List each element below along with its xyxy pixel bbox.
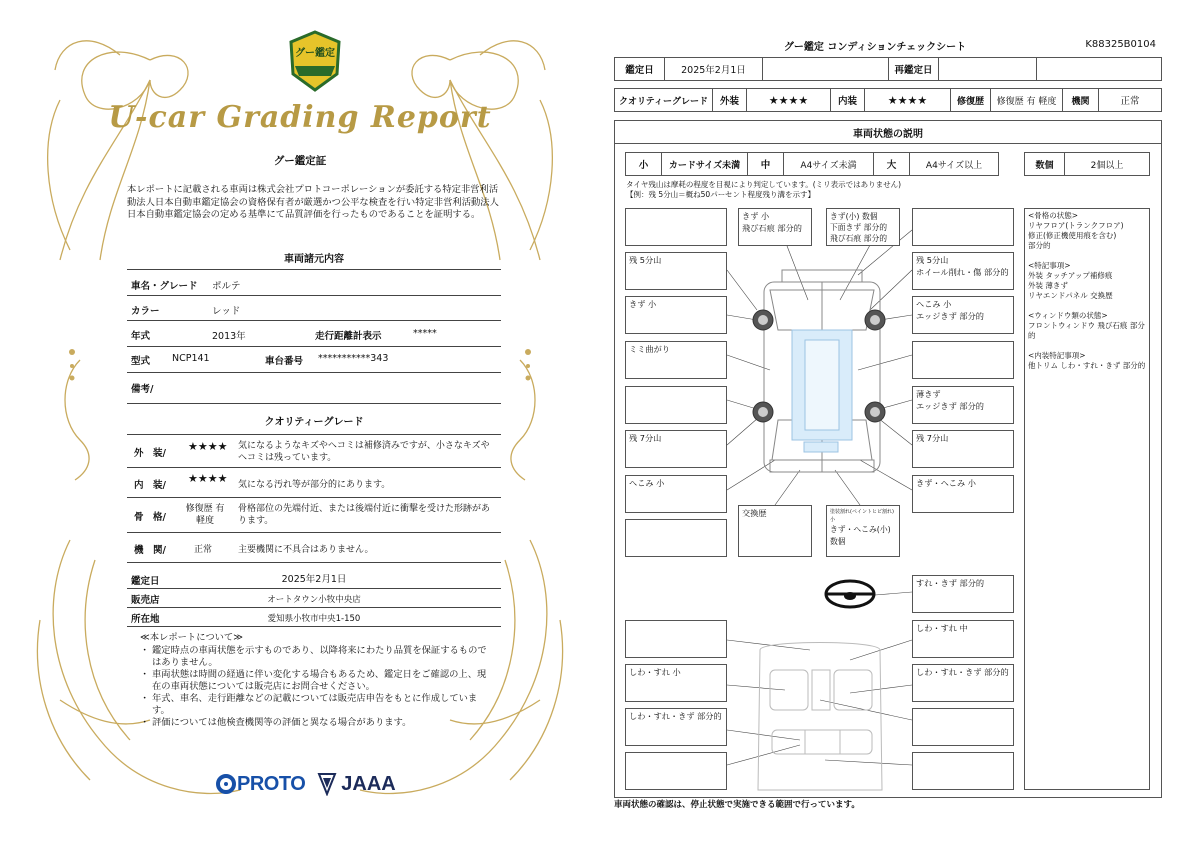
legend-large-desc: A4サイズ以上 [925,160,983,171]
note-item: ・ 年式、車名、走行距離などの記載については販売店申告をもとに作成しています。 [140,693,478,716]
note-box-left-4 [625,386,727,424]
notes-title: ≪本レポートについて≫ [140,632,243,643]
int-label: 内装 [831,89,865,111]
quality-title: クオリティーグレード [264,417,364,428]
jaaa-logo: JAAA [317,772,395,796]
note-item: ・ 車両状態は時間の経過に伴い変化する場合もあるため、鑑定日をご確認の上、現在の車両状態については販売店にお問合せください。 [140,669,487,692]
note-box-right-front-tire: 残 5分山 ホイール削れ・傷 部分的 [912,252,1014,290]
engine-label: 機 関/ [134,545,166,556]
exterior-stars: ★★★★ [188,440,228,453]
year-value: 2013年 [212,331,246,342]
side-notes [1024,208,1150,790]
legend-small-desc: カードサイズ未満 [662,153,748,175]
note-box-right-2: ヘこみ 小 エッジきず 部分的 [912,296,1014,334]
location-label: 所在地 [131,614,160,625]
tire-example: 【例：残 5分山＝概ね50パーセント程度残り溝を示す】 [626,190,816,199]
frame-label: 骨 格/ [134,512,166,523]
note-box-left-rear-tire: 残 7分山 [625,430,727,468]
dealer-label: 販売店 [131,595,160,606]
grade-label: クオリティーグレード [615,89,713,111]
rear-right-note: きず・ヘこみ(小) 数個 [830,525,891,546]
color-value: レッド [212,306,241,317]
model-value: NCP141 [172,353,210,364]
exterior-label: 外 装/ [134,448,166,459]
note-box-top-right [912,208,1014,246]
redate-value [939,58,1037,80]
note-box-left-5: ヘこみ 小 [625,475,727,513]
interior-stars: ★★★★ [188,472,228,485]
legend-mid: 中 [748,153,784,175]
divider [127,562,501,563]
note-box-front-left: きず 小 飛び石痕 部分的 [738,208,812,246]
empty-cell [763,58,889,80]
divider [127,295,501,296]
legend-large: 大 [874,153,910,175]
condition-title: 車両状態の説明 [614,120,1162,144]
date-value: 2025年2月1日 [665,58,763,80]
legend-count-desc: 2個以上 [1090,160,1124,171]
grade-row [614,88,1162,112]
certificate-statement: 本レポートに記載される車両は株式会社プロトコーポレーションが委託する特定非営利活動法人日本自動車鑑定協会の資格保有者が厳選かつ公平な検査を行い特定非営利活動法人日本自動車鑑定協会の定める基準にて品質評価を行ったものであることを証明する。 [127,184,499,220]
divider [127,497,501,498]
divider [127,626,501,627]
note-box-right-rear-tire: 残 7分山 [912,430,1014,468]
divider [127,434,501,435]
special-notes-group: <特記事項> 外装 タッチアップ補修痕 外装 薄きず リヤエンドパネル 交換歴 [1028,261,1113,300]
interior-notes-group: <内装特記事項> 他トリム しわ・すれ・きず 部分的 [1028,351,1146,370]
empty-cell [1037,58,1161,80]
note-box-right-6: きず・ヘこみ 小 [912,475,1014,513]
int-value: ★★★★ [865,89,951,111]
frame-state-group: <骨格の状態> リヤフロア(トランクフロア) 修正(修正機使用痕を含む) 部分的 [1028,211,1124,250]
divider [127,269,501,270]
legend-small: 小 [626,153,662,175]
divider [127,532,501,533]
mileage-value: ***** [413,328,437,339]
note-item: ・ 評価については他検査機関等の評価と異なる場合があります。 [140,717,412,728]
note-box-interior-left-2: しわ・すれ 小 [625,664,727,702]
appraisal-date-value: 2025年2月1日 [281,574,347,585]
engine-label: 機関 [1063,89,1099,111]
ext-value: ★★★★ [747,89,831,111]
note-box-right-4: 薄きず エッジきず 部分的 [912,386,1014,424]
interior-desc: 気になる汚れ等が部分的にあります。 [238,480,391,490]
interior-label: 内 装/ [134,480,166,491]
color-label: カラー [131,306,160,317]
divider [127,372,501,373]
divider [127,346,501,347]
legend-mid-desc: A4サイズ未満 [784,153,874,175]
note-box-left-6 [625,519,727,557]
divider [127,320,501,321]
dealer-value: オートタウン小牧中央店 [267,595,361,605]
note-box-rear-right [826,505,900,557]
sheet-title: グー鑑定 コンディションチェックシート [783,42,967,53]
repair-value: 修復歴 有 軽度 [991,89,1063,111]
divider [127,403,501,404]
engine-desc: 主要機関に不具合はありません。 [238,545,374,555]
year-label: 年式 [131,331,151,342]
divider [127,588,501,589]
note-box-interior-left-1 [625,620,727,658]
report-title: U-car Grading Report [108,100,492,135]
window-state-group: <ウィンドウ類の状態> フロントウィンドウ 飛び石痕 部分的 [1028,311,1145,340]
remarks-label: 備考/ [131,384,154,395]
car-name-value: ポルテ [212,281,241,292]
note-box-interior-left-4 [625,752,727,790]
note-box-interior-right-4 [912,752,1014,790]
proto-logo: PROTO [215,773,305,796]
rear-right-small-note: 塗装割れ(ペイントヒビ割れ) 小 [830,509,894,523]
date-label: 鑑定日 [615,58,665,80]
note-box-interior-right-3 [912,708,1014,746]
mileage-label: 走行距離計表示 [315,331,382,342]
chassis-value: ***********343 [318,353,389,364]
note-box-interior-right-1: しわ・すれ 中 [912,620,1014,658]
legend-count: 数個 [1025,153,1065,175]
note-box-left-3: ミミ曲がり [625,341,727,379]
certificate-title: グー鑑定証 [273,155,327,167]
note-box-left-front-tire: 残 5分山 [625,252,727,290]
note-box-front-right: きず(小) 数個 下面きず 部分的 飛び石痕 部分的 [826,208,900,246]
note-box-interior-left-3: しわ・すれ・きず 部分的 [625,708,727,746]
model-label: 型式 [131,356,151,367]
chassis-label: 車台番号 [265,356,304,367]
note-box-left-2: きず 小 [625,296,727,334]
goo-appraisal-badge [287,30,343,92]
ext-label: 外装 [713,89,747,111]
note-box-rear-left: 交換歴 [738,505,812,557]
date-row [614,57,1162,81]
badge-text: グー鑑定 [295,48,335,59]
sheet-id: K88325B0104 [1085,39,1156,50]
sponsor-logos [215,769,396,799]
location-value: 愛知県小牧市中央1-150 [267,614,361,624]
tire-note: タイヤ残山は摩耗の程度を目視により判定しています。(ミリ表示ではありません) [626,180,902,189]
note-box-interior-right-2: しわ・すれ・きず 部分的 [912,664,1014,702]
car-name-label: 車名・グレード [131,281,198,292]
engine-value: 正常 [1120,96,1140,107]
steering-wheel-icon [826,581,874,607]
report-notes [140,632,490,729]
redate-label: 再鑑定日 [889,58,939,80]
divider [127,607,501,608]
appraisal-date-label: 鑑定日 [131,576,160,587]
note-item: ・ 鑑定時点の車両状態を示すものであり、以降将来にわたり品質を保証するものではありません。 [140,645,487,668]
frame-value: 修復歴 有 軽度 [185,504,225,526]
note-box-steering: すれ・きず 部分的 [912,575,1014,613]
exterior-desc: 気になるようなキズやヘコミは補修済みですが、小さなキズやヘコミは残っています。 [238,441,490,463]
proto-mark-icon [215,773,237,795]
frame-desc: 骨格部位の先端付近、または後端付近に衝撃を受けた形跡があります。 [238,504,491,526]
jaaa-mark-icon [317,772,337,796]
size-legend [625,152,999,176]
note-box-right-3 [912,341,1014,379]
engine-value: 正常 [194,545,213,555]
divider [127,467,501,468]
note-box-top-left [625,208,727,246]
count-legend [1024,152,1150,176]
specs-title: 車両諸元内容 [284,254,344,265]
repair-label: 修復歴 [951,89,991,111]
sheet-footer: 車両状態の確認は、停止状態で実施できる範囲で行っています。 [614,800,860,810]
